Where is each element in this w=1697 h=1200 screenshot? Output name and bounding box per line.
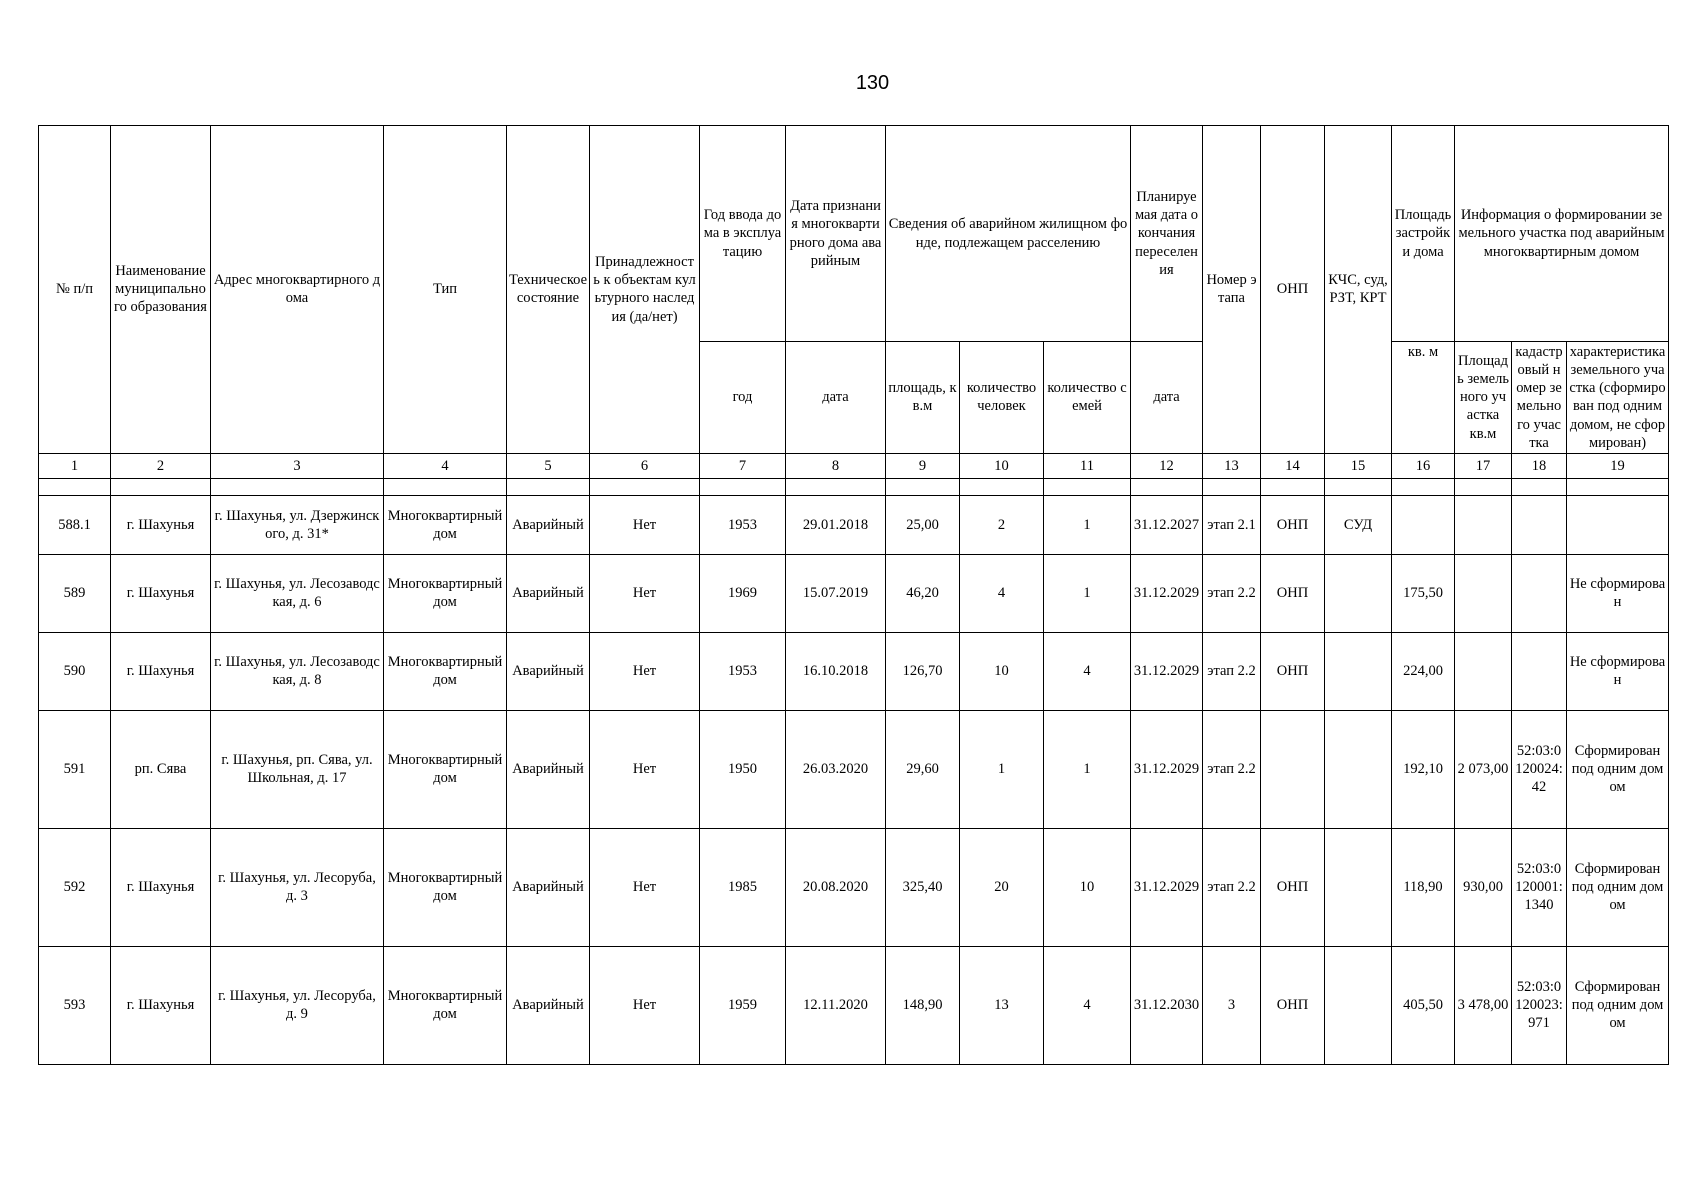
- cell-municipality: рп. Сява: [111, 710, 211, 828]
- cell-address: г. Шахунья, ул. Лесоруба, д. 9: [211, 946, 384, 1064]
- cell-planned: 31.12.2029: [1131, 710, 1203, 828]
- header-municipality: Наименование муниципального образования: [111, 126, 211, 454]
- cell-cadastral: [1512, 495, 1567, 554]
- cell-municipality: г. Шахунья: [111, 632, 211, 710]
- cell-planned: 31.12.2029: [1131, 828, 1203, 946]
- header-row-main: [39, 126, 1669, 342]
- column-number: 1: [39, 453, 111, 478]
- column-number: 2: [111, 453, 211, 478]
- cell-date: 26.03.2020: [786, 710, 886, 828]
- cell-families: 4: [1044, 632, 1131, 710]
- cell-stage: этап 2.2: [1203, 710, 1261, 828]
- header-onp: ОНП: [1261, 126, 1325, 454]
- spacer-row: [39, 478, 1669, 495]
- cell-municipality: г. Шахунья: [111, 828, 211, 946]
- cell-stage: этап 2.2: [1203, 632, 1261, 710]
- cell-area: 148,90: [886, 946, 960, 1064]
- cell-onp: ОНП: [1261, 495, 1325, 554]
- column-number: 8: [786, 453, 886, 478]
- header-num: № п/п: [39, 126, 111, 454]
- table-body: [39, 495, 1669, 1064]
- cell-land-area: 2 073,00: [1455, 710, 1512, 828]
- cell-condition: Аварийный: [507, 632, 590, 710]
- cell-stage: 3: [1203, 946, 1261, 1064]
- cell-condition: Аварийный: [507, 554, 590, 632]
- cell-area: 126,70: [886, 632, 960, 710]
- header-land-area: [1455, 342, 1512, 454]
- cell-type: Многоквартирный дом: [384, 554, 507, 632]
- cell-municipality: г. Шахунья: [111, 946, 211, 1064]
- cell-municipality: г. Шахунья: [111, 495, 211, 554]
- cell-onp: ОНП: [1261, 828, 1325, 946]
- cell-land-char: Не сформирован: [1567, 554, 1669, 632]
- header-sub-date2: дата: [1131, 342, 1203, 454]
- header-sub-families: количество семей: [1044, 342, 1131, 454]
- cell-date: 29.01.2018: [786, 495, 886, 554]
- cell-num: 589: [39, 554, 111, 632]
- header-recognition-date: Дата признания многоквартирного дома аварийным: [786, 126, 886, 342]
- table-row: [39, 946, 1669, 1064]
- cell-condition: Аварийный: [507, 828, 590, 946]
- column-number: 9: [886, 453, 960, 478]
- cell-stage: этап 2.2: [1203, 554, 1261, 632]
- table-row: [39, 632, 1669, 710]
- cell-kchs: [1325, 554, 1392, 632]
- header-condition: Техническое состояние: [507, 126, 590, 454]
- cell-heritage: Нет: [590, 495, 700, 554]
- cell-area: 25,00: [886, 495, 960, 554]
- cell-people: 4: [960, 554, 1044, 632]
- header-sub-area: площадь, кв.м: [886, 342, 960, 454]
- column-number: 5: [507, 453, 590, 478]
- cell-land-area: [1455, 554, 1512, 632]
- cell-type: Многоквартирный дом: [384, 946, 507, 1064]
- table-row: [39, 495, 1669, 554]
- header-unit-area: кв. м: [1392, 342, 1455, 454]
- header-address: Адрес многоквартирного дома: [211, 126, 384, 454]
- cell-building-area: 175,50: [1392, 554, 1455, 632]
- page-number: 130: [855, 72, 890, 94]
- column-number: 17: [1455, 453, 1512, 478]
- cell-land-area: 930,00: [1455, 828, 1512, 946]
- cell-people: 1: [960, 710, 1044, 828]
- cell-area: 29,60: [886, 710, 960, 828]
- cell-people: 20: [960, 828, 1044, 946]
- header-land-char: характеристика земельного участка (сформирован под одним домом, не сформирован): [1567, 342, 1669, 454]
- cell-building-area: [1392, 495, 1455, 554]
- cell-year: 1953: [700, 632, 786, 710]
- cell-address: г. Шахунья, ул. Дзержинского, д. 31*: [211, 495, 384, 554]
- cell-land-area: 3 478,00: [1455, 946, 1512, 1064]
- header-land-info: Информация о формировании земельного участка под аварийным многоквартирным домом: [1455, 126, 1669, 342]
- cell-date: 12.11.2020: [786, 946, 886, 1064]
- header-kchs: КЧС, суд, РЗТ, КРТ: [1325, 126, 1392, 454]
- cell-kchs: СУД: [1325, 495, 1392, 554]
- cell-condition: Аварийный: [507, 710, 590, 828]
- column-number: 13: [1203, 453, 1261, 478]
- cell-condition: Аварийный: [507, 495, 590, 554]
- column-number: 7: [700, 453, 786, 478]
- table-row: [39, 828, 1669, 946]
- cell-type: Многоквартирный дом: [384, 710, 507, 828]
- cell-cadastral: [1512, 632, 1567, 710]
- header-sub-people: количество человек: [960, 342, 1044, 454]
- cell-year: 1985: [700, 828, 786, 946]
- cell-land-char: Не сформирован: [1567, 632, 1669, 710]
- cell-onp: ОНП: [1261, 554, 1325, 632]
- cell-planned: 31.12.2029: [1131, 554, 1203, 632]
- cell-onp: ОНП: [1261, 632, 1325, 710]
- cell-year: 1969: [700, 554, 786, 632]
- cell-land-char: Сформирован под одним домом: [1567, 828, 1669, 946]
- column-number: 3: [211, 453, 384, 478]
- cell-land-char: Сформирован под одним домом: [1567, 710, 1669, 828]
- cell-address: г. Шахунья, ул. Лесозаводская, д. 6: [211, 554, 384, 632]
- cell-heritage: Нет: [590, 632, 700, 710]
- cell-onp: ОНП: [1261, 946, 1325, 1064]
- cell-planned: 31.12.2027: [1131, 495, 1203, 554]
- cell-building-area: 224,00: [1392, 632, 1455, 710]
- cell-planned: 31.12.2030: [1131, 946, 1203, 1064]
- cell-families: 1: [1044, 554, 1131, 632]
- header-building-area: Площадь застройки дома: [1392, 126, 1455, 342]
- header-sub-year: год: [700, 342, 786, 454]
- cell-heritage: Нет: [590, 828, 700, 946]
- column-number: 11: [1044, 453, 1131, 478]
- cell-land-char: Сформирован под одним домом: [1567, 946, 1669, 1064]
- cell-land-area: [1455, 495, 1512, 554]
- cell-year: 1950: [700, 710, 786, 828]
- cell-land-char: [1567, 495, 1669, 554]
- cell-type: Многоквартирный дом: [384, 632, 507, 710]
- header-unit-land: кв.м: [1469, 425, 1497, 442]
- cell-families: 1: [1044, 710, 1131, 828]
- cell-num: 593: [39, 946, 111, 1064]
- column-number: 19: [1567, 453, 1669, 478]
- cell-cadastral: [1512, 554, 1567, 632]
- cell-num: 588.1: [39, 495, 111, 554]
- cell-stage: этап 2.2: [1203, 828, 1261, 946]
- cell-type: Многоквартирный дом: [384, 828, 507, 946]
- cell-planned: 31.12.2029: [1131, 632, 1203, 710]
- cell-address: г. Шахунья, ул. Лесозаводская, д. 8: [211, 632, 384, 710]
- header-year-intro: Год ввода дома в эксплуатацию: [700, 126, 786, 342]
- cell-people: 10: [960, 632, 1044, 710]
- cell-municipality: г. Шахунья: [111, 554, 211, 632]
- cell-type: Многоквартирный дом: [384, 495, 507, 554]
- column-numbers-row: [39, 453, 1669, 478]
- cell-land-area: [1455, 632, 1512, 710]
- cell-heritage: Нет: [590, 554, 700, 632]
- cell-cadastral: 52:03:0120023:971: [1512, 946, 1567, 1064]
- cell-kchs: [1325, 946, 1392, 1064]
- cell-num: 590: [39, 632, 111, 710]
- header-land-area-label: Площадь земельного участка: [1457, 353, 1509, 424]
- cell-building-area: 192,10: [1392, 710, 1455, 828]
- column-number: 12: [1131, 453, 1203, 478]
- cell-year: 1959: [700, 946, 786, 1064]
- cell-date: 20.08.2020: [786, 828, 886, 946]
- cell-building-area: 118,90: [1392, 828, 1455, 946]
- cell-kchs: [1325, 632, 1392, 710]
- cell-onp: [1261, 710, 1325, 828]
- cell-families: 10: [1044, 828, 1131, 946]
- table-row: [39, 710, 1669, 828]
- cell-area: 46,20: [886, 554, 960, 632]
- cell-heritage: Нет: [590, 946, 700, 1064]
- cell-num: 591: [39, 710, 111, 828]
- header-type: Тип: [384, 126, 507, 454]
- cell-address: г. Шахунья, рп. Сява, ул. Школьная, д. 17: [211, 710, 384, 828]
- header-planned-date: Планируемая дата окончания переселения: [1131, 126, 1203, 342]
- cell-area: 325,40: [886, 828, 960, 946]
- header-sub-date: дата: [786, 342, 886, 454]
- column-number: 6: [590, 453, 700, 478]
- cell-stage: этап 2.1: [1203, 495, 1261, 554]
- column-number: 4: [384, 453, 507, 478]
- cell-condition: Аварийный: [507, 946, 590, 1064]
- cell-date: 15.07.2019: [786, 554, 886, 632]
- cell-date: 16.10.2018: [786, 632, 886, 710]
- column-number: 10: [960, 453, 1044, 478]
- emergency-housing-table: [38, 125, 1669, 1065]
- table-row: [39, 554, 1669, 632]
- cell-families: 1: [1044, 495, 1131, 554]
- header-cadastral: кадастровый номер земельного участка: [1512, 342, 1567, 454]
- cell-kchs: [1325, 710, 1392, 828]
- cell-num: 592: [39, 828, 111, 946]
- column-number: 15: [1325, 453, 1392, 478]
- header-stage: Номер этапа: [1203, 126, 1261, 454]
- cell-address: г. Шахунья, ул. Лесоруба, д. 3: [211, 828, 384, 946]
- cell-heritage: Нет: [590, 710, 700, 828]
- cell-people: 2: [960, 495, 1044, 554]
- column-number: 14: [1261, 453, 1325, 478]
- column-number: 16: [1392, 453, 1455, 478]
- cell-cadastral: 52:03:0120024:42: [1512, 710, 1567, 828]
- header-heritage: Принадлежность к объектам культурного наследия (да/нет): [590, 126, 700, 454]
- column-number: 18: [1512, 453, 1567, 478]
- cell-families: 4: [1044, 946, 1131, 1064]
- cell-year: 1953: [700, 495, 786, 554]
- cell-people: 13: [960, 946, 1044, 1064]
- cell-building-area: 405,50: [1392, 946, 1455, 1064]
- cell-cadastral: 52:03:0120001:1340: [1512, 828, 1567, 946]
- cell-kchs: [1325, 828, 1392, 946]
- header-emergency-info: Сведения об аварийном жилищном фонде, подлежащем расселению: [886, 126, 1131, 342]
